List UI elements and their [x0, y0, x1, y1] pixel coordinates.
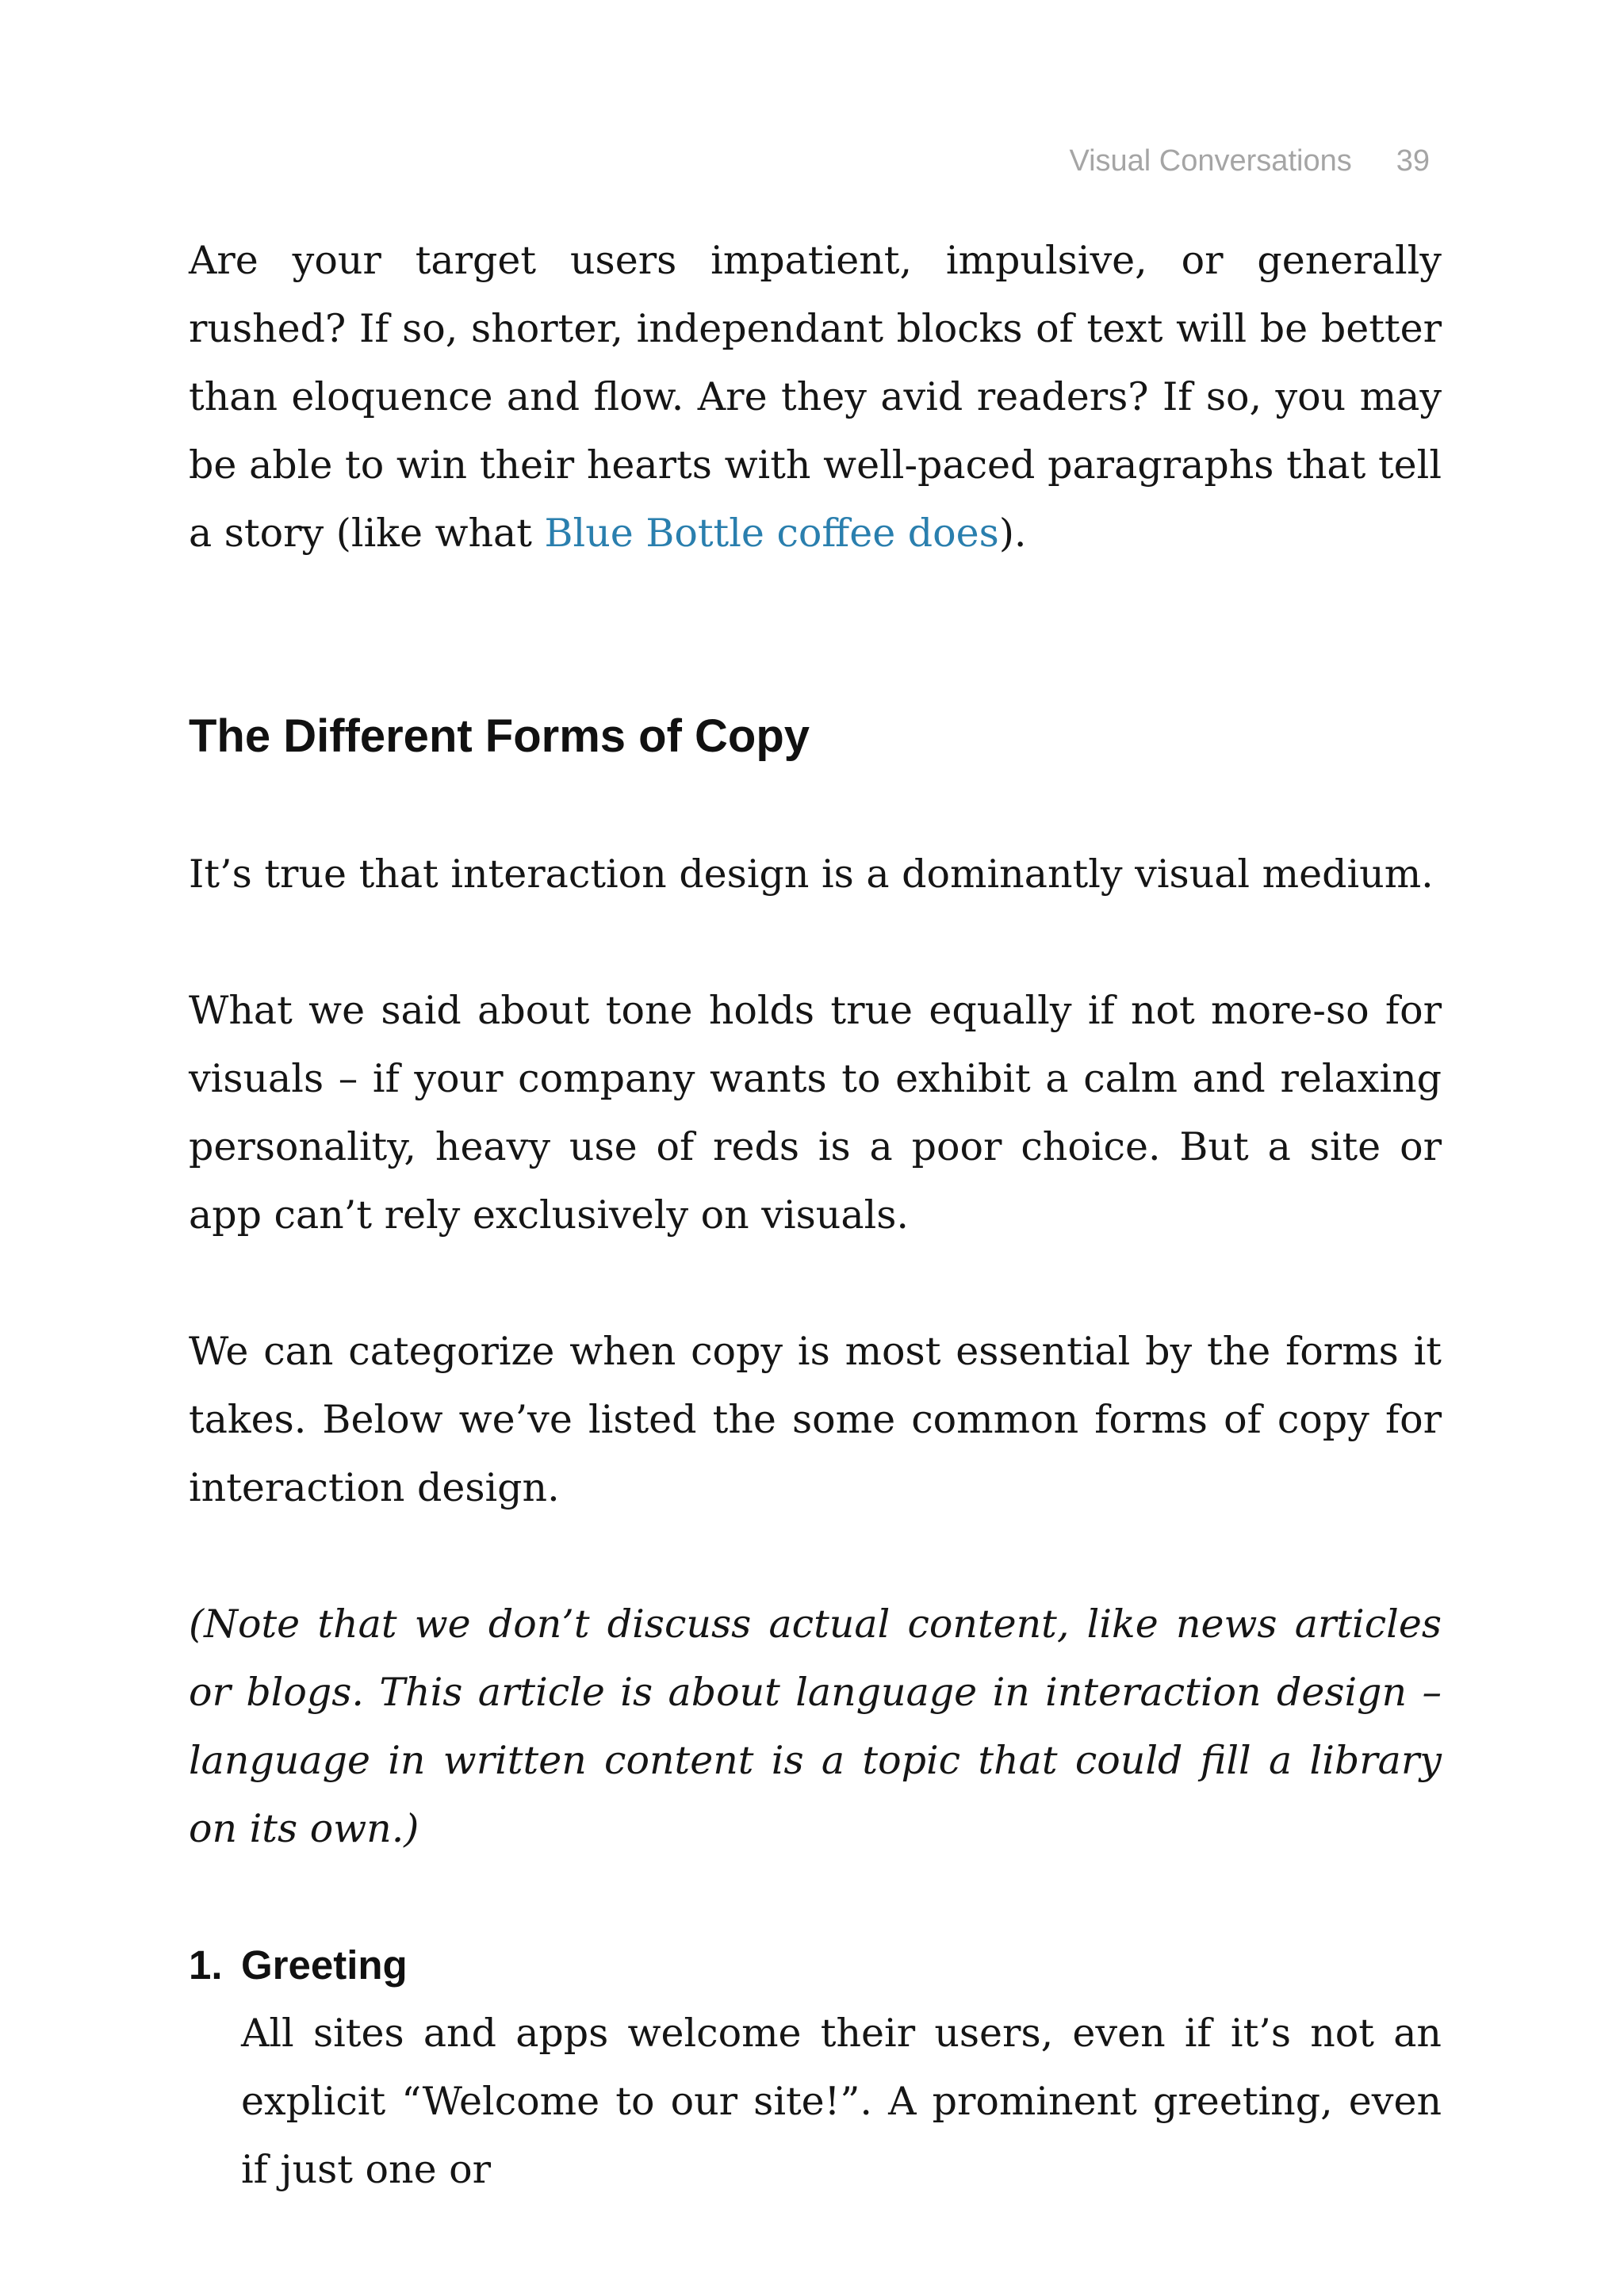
- intro-text: Are your target users impatient, impulsive, or generally rushed? If so, shorter, independant blocks of text will be better than eloquence and flow. Are they avid readers? If so, you may be able to win their hearts with well-paced paragraphs that tell a story (like what: [189, 238, 1442, 556]
- list-item: [189, 1931, 1442, 2204]
- note-paragraph: (Note that we don’t discuss actual content, like news articles or blogs. This article is about language in interaction design – language in written content is a topic that could fill a library on its own.): [189, 1601, 1442, 1851]
- paragraph-categorize-copy: We can categorize when copy is most essential by the forms it takes. Below we’ve listed the some common forms of copy for interaction design.: [189, 1329, 1442, 1510]
- intro-paragraph: [189, 227, 1442, 568]
- blue-bottle-link[interactable]: Blue Bottle coffee does: [544, 511, 999, 556]
- running-head: [1069, 144, 1430, 178]
- intro-text-end: ).: [998, 511, 1027, 556]
- section-heading: The Different Forms of Copy: [189, 710, 810, 762]
- page-number: 39: [1396, 144, 1430, 178]
- page-content: [189, 227, 1442, 2204]
- list-item-number: 1.: [189, 1942, 223, 1988]
- list-item-body: All sites and apps welcome their users, even if it’s not an explicit “Welcome to our site!”. A prominent greeting, even if just one or: [241, 2011, 1442, 2192]
- list-item-title: [189, 1931, 1442, 1999]
- running-title: Visual Conversations: [1069, 144, 1352, 178]
- paragraph-visual-medium: It’s true that interaction design is a dominantly visual medium.: [189, 851, 1434, 897]
- paragraph-tone-visuals: What we said about tone holds true equally if not more-so for visuals – if your company wants to exhibit a calm and relaxing personality, heavy use of reds is a poor choice. But a site or app can’t rely exclusively on visuals.: [189, 988, 1442, 1238]
- forms-list: [189, 1931, 1442, 2204]
- list-item-heading: Greeting: [241, 1942, 408, 1988]
